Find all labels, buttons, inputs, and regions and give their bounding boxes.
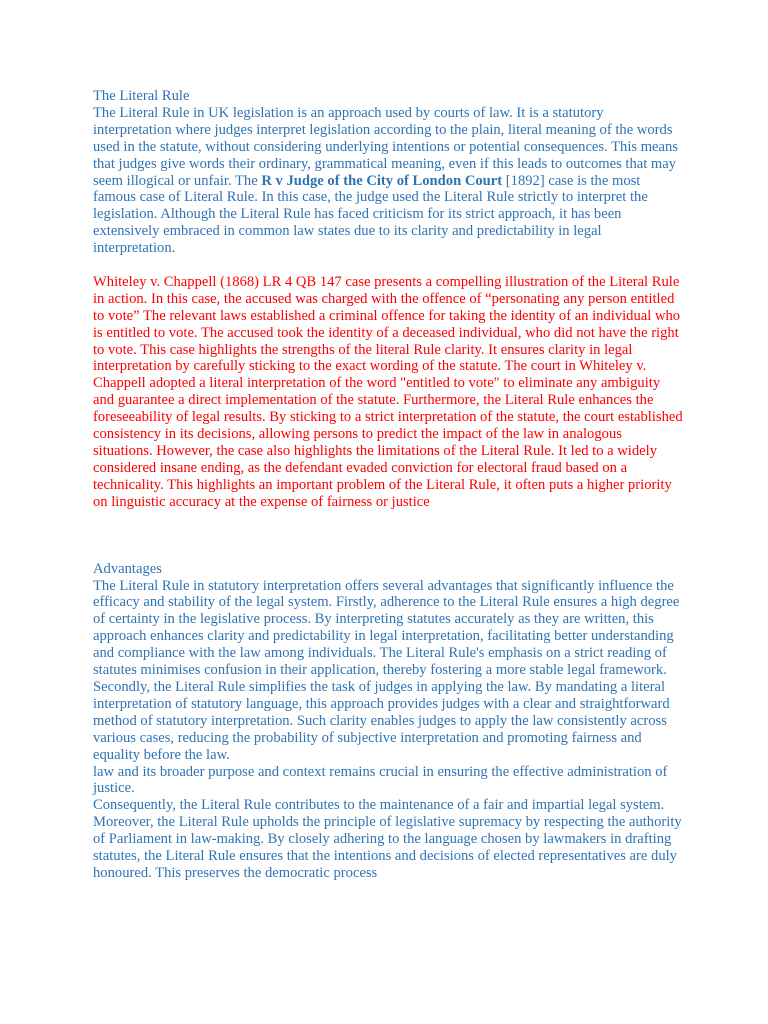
paragraph-advantages-1: The Literal Rule in statutory interpretation offers several advantages that significantly influence the efficacy and stability of the legal system. Firstly, adherence to the Literal Rule ensures a high degree of certainty in the legislative process. By interpreting statutes accurately as they are written, this approach enhances clarity and predictability in legal interpretation, facilitating better understanding and compliance with the law among individuals. The Literal Rule's emphasis on a strict reading of statutes minimises confusion in their application, thereby fostering a more stable legal framework. xyxy=(93,577,680,679)
paragraph-advantages-2: Secondly, the Literal Rule simplifies the task of judges in applying the law. By mandating a literal interpretation of statutory language, this approach provides judges with a clear and straightforward method of statutory interpretation. Such clarity enables judges to apply the law consistently across various cases, reducing the probability of subjective interpretation and promoting fairness and equality before the law. xyxy=(93,678,670,763)
text-run: The Literal Rule in UK legislation is an approach used by courts of law. It is a statutory interpretation where judges interpret legislation according to the plain, literal meaning of the words used in the statute, without considering underlying intentions or potential consequences. This means that judges give words their ordinary, grammatical meaning, even if this leads to outcomes that may seem illogical or unfair. The xyxy=(93,104,678,189)
case-name-bold: R v Judge of the City of London Court xyxy=(261,172,503,189)
paragraph-advantages-3: law and its broader purpose and context remains crucial in ensuring the effective administration of justice. xyxy=(93,763,668,797)
text-run: [1892] case is the most famous case of Literal Rule. In this case, the judge used the Literal Rule strictly to interpret the legislation. Although the Literal Rule has faced criticism for its strict approach, it has been extensively embraced in common law states due to its clarity and predictability in legal interpretation. xyxy=(93,172,648,257)
paragraph-whiteley-case: Whiteley v. Chappell (1868) LR 4 QB 147 case presents a compelling illustration of the Literal Rule in action. In this case, the accused was charged with the offence of “personating any person entitled to vote” The relevant laws established a criminal offence for taking the identity of an individual who is entitled to vote. The accused took the identity of a deceased individual, who did not have the right to vote. This case highlights the strengths of the literal Rule clarity. It ensures clarity in legal interpretation by carefully sticking to the exact wording of the statute. The court in Whiteley v. Chappell adopted a literal interpretation of the word "entitled to vote" to eliminate any ambiguity and guarantee a direct implementation of the statute. Furthermore, the Literal Rule enhances the foreseeability of legal results. By sticking to a strict interpretation of the statute, the court established consistency in its decisions, allowing persons to predict the impact of the law in analogous situations. However, the case also highlights the limitations of the Literal Rule. It led to a widely considered insane ending, as the defendant evaded conviction for electoral fraud based on a technicality. This highlights an important problem of the Literal Rule, it often puts a higher priority on linguistic accuracy at the expense of fairness or justice xyxy=(93,273,683,510)
section-heading-literal-rule: The Literal Rule xyxy=(93,88,190,104)
section-heading-advantages: Advantages xyxy=(93,560,162,577)
paragraph-literal-rule-intro xyxy=(93,105,683,257)
paragraph-spacer xyxy=(93,257,683,274)
section-spacer xyxy=(93,511,683,561)
paragraph-advantages-4: Consequently, the Literal Rule contributes to the maintenance of a fair and impartial legal system. Moreover, the Literal Rule upholds the principle of legislative supremacy by respecting the authority of Parliament in law-making. By closely adhering to the language chosen by lawmakers in drafting statutes, the Literal Rule ensures that the intentions and decisions of elected representatives are duly honoured. This preserves the democratic process xyxy=(93,797,682,881)
document-page xyxy=(93,88,683,882)
